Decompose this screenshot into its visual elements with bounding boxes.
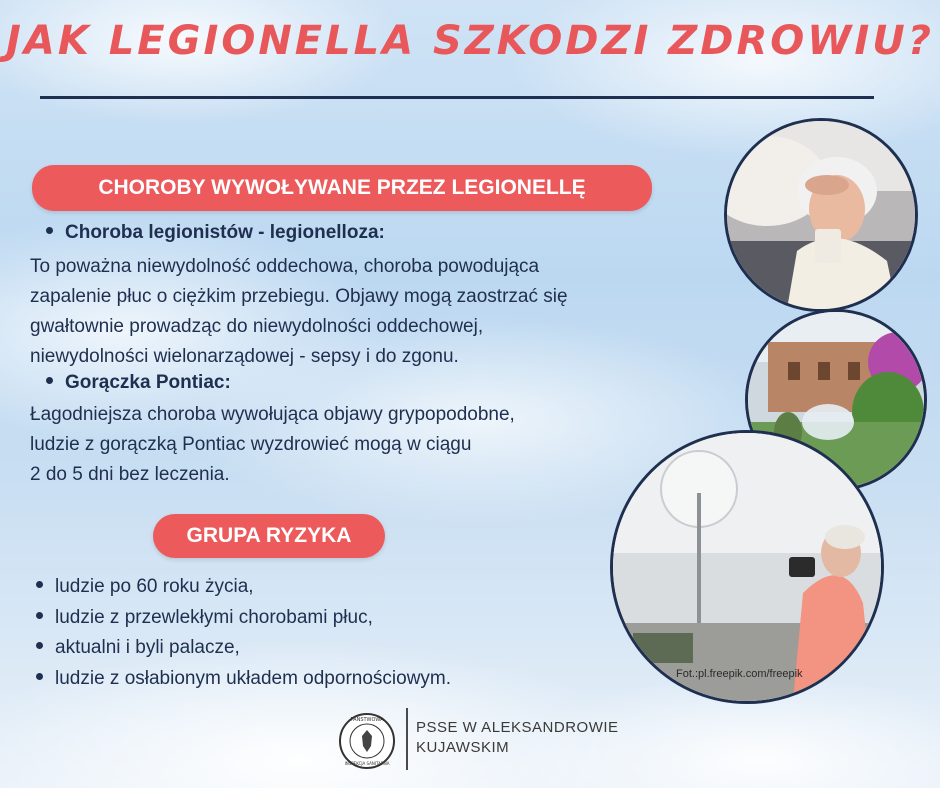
sick-elderly-man-photo <box>724 118 918 312</box>
page-title: JAK LEGIONELLA SZKODZI ZDROWIU? <box>6 18 934 64</box>
list-item <box>36 603 451 634</box>
disease-legionellosis-heading <box>46 222 385 244</box>
diseases-section-header: CHOROBY WYWOŁYWANE PRZEZ LEGIONELLĘ <box>32 165 652 211</box>
description-line: zapalenie płuc o ciężkim przebiegu. Objawy mogą zaostrzać się <box>30 286 568 307</box>
description-line: To poważna niewydolność oddechowa, choroba powodująca <box>30 256 540 277</box>
sanitary-inspection-seal-logo <box>338 712 396 770</box>
footer-line-2: KUJAWSKIM <box>416 739 510 756</box>
footer-line-1: PSSE W ALEKSANDROWIE <box>416 719 619 736</box>
list-item <box>36 572 451 603</box>
risk-group-list <box>36 572 451 694</box>
bullet-icon <box>36 673 43 680</box>
list-item <box>36 664 451 695</box>
description-line: gwałtownie prowadząc do niewydolności oddechowej, <box>30 316 484 337</box>
risk-item-text: ludzie z osłabionym układem odpornościowym. <box>55 667 452 689</box>
logo-text-bottom: INSPEKCJA SANITARNA <box>344 761 390 766</box>
disease-pontiac-name: Gorączka Pontiac: <box>65 372 231 393</box>
bullet-icon <box>46 377 53 384</box>
footer-institution <box>416 718 619 758</box>
list-item <box>36 633 451 664</box>
risk-item-text: ludzie po 60 roku życia, <box>55 576 254 597</box>
bullet-icon <box>46 227 53 234</box>
description-line: 2 do 5 dni bez leczenia. <box>30 464 230 485</box>
description-line: Łagodniejsza choroba wywołująca objawy grypopodobne, <box>30 404 515 425</box>
disease-pontiac-heading <box>46 372 231 394</box>
disease-legionellosis-description <box>30 252 730 372</box>
disease-pontiac-description <box>30 400 730 490</box>
photo-credit: Fot.:pl.freepik.com/freepik <box>676 668 803 680</box>
logo-text-top: PAŃSTWOWA <box>350 717 384 723</box>
description-line: niewydolności wielonarządowej - sepsy i do zgonu. <box>30 346 459 367</box>
risk-group-header: GRUPA RYZYKA <box>153 514 385 558</box>
bullet-icon <box>36 581 43 588</box>
risk-item-text: aktualni i byli palacze, <box>55 637 240 658</box>
risk-item-text: ludzie z przewlekłymi chorobami płuc, <box>55 606 373 628</box>
disease-legionellosis-name: Choroba legionistów - legionelloza: <box>65 222 385 243</box>
footer-divider <box>406 708 408 770</box>
title-divider <box>40 96 874 99</box>
description-line: ludzie z gorączką Pontiac wyzdrowieć mogą w ciągu <box>30 434 472 455</box>
bullet-icon <box>36 642 43 649</box>
bullet-icon <box>36 612 43 619</box>
